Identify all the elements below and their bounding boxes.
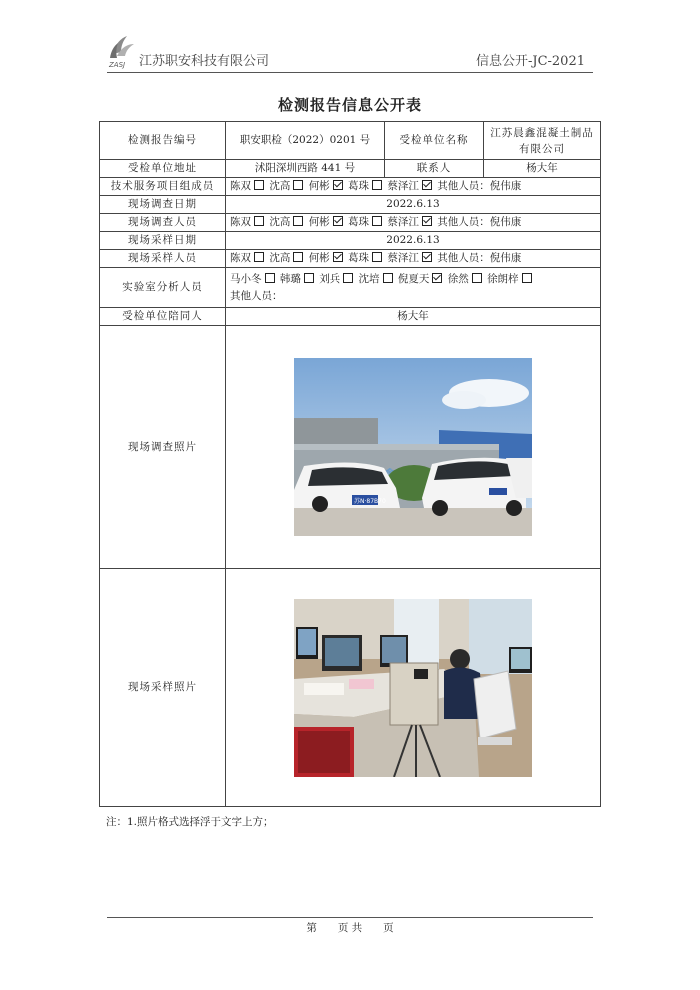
member-checkbox[interactable] (333, 252, 343, 262)
others-value: 倪伟康 (489, 216, 522, 228)
member-checkbox[interactable] (254, 180, 264, 190)
sampling-photo-label: 现场采样照片 (100, 569, 226, 807)
member-checkbox[interactable] (522, 273, 532, 283)
member-name: 葛珠 (348, 252, 370, 264)
member-checkbox[interactable] (372, 216, 382, 226)
member-name: 何彬 (308, 252, 330, 264)
member-name: 何彬 (308, 216, 330, 228)
sampling-date-label: 现场采样日期 (100, 232, 226, 250)
company-logo (107, 32, 137, 70)
report-no-value: 职安职检（2022）0201 号 (226, 122, 385, 160)
table-row (100, 178, 601, 196)
member-name: 沈高 (269, 252, 291, 264)
sampling-photo-cell (226, 569, 601, 807)
member-name: 徐然 (447, 272, 469, 285)
survey-photo-label: 现场调查照片 (100, 326, 226, 569)
survey-date-value: 2022.6.13 (226, 196, 601, 214)
member-name: 何彬 (308, 180, 330, 192)
member-name: 蔡泽江 (387, 216, 419, 228)
member-checkbox[interactable] (293, 252, 303, 262)
sampling-date-value: 2022.6.13 (226, 232, 601, 250)
sampling-photo (294, 599, 532, 777)
contact-value: 杨大年 (484, 160, 601, 178)
member-checkbox[interactable] (265, 273, 275, 283)
member-name: 蔡泽江 (387, 180, 419, 192)
svg-text:ZASJ: ZASJ (109, 61, 126, 69)
member-name: 沈高 (269, 180, 291, 192)
member-checkbox[interactable] (422, 180, 432, 190)
report-table (99, 121, 601, 807)
plate-text: 苏N·87B70 (354, 498, 386, 505)
escort-value: 杨大年 (226, 308, 601, 326)
document-number: 信息公开-JC-2021 (475, 54, 585, 69)
member-checkbox[interactable] (432, 273, 442, 283)
table-row (100, 569, 601, 807)
unit-name-value: 江苏晨鑫混凝土制品有限公司 (484, 122, 601, 160)
address-label: 受检单位地址 (100, 160, 226, 178)
footer-rule (107, 917, 593, 918)
others-value: 倪伟康 (489, 180, 522, 192)
member-checkbox[interactable] (383, 273, 393, 283)
member-name: 倪夏天 (397, 272, 430, 285)
member-checkbox[interactable] (333, 216, 343, 226)
member-name: 陈双 (230, 180, 251, 192)
table-row (100, 308, 601, 326)
member-checkbox[interactable] (472, 273, 482, 283)
member-checkbox[interactable] (343, 273, 353, 283)
member-name: 刘兵 (319, 272, 341, 285)
table-row (100, 232, 601, 250)
member-checkbox[interactable] (254, 216, 264, 226)
sampling-staff-members (226, 250, 601, 268)
member-checkbox[interactable] (422, 216, 432, 226)
member-name: 蔡泽江 (387, 252, 419, 264)
member-name: 沈高 (269, 216, 291, 228)
member-checkbox[interactable] (293, 216, 303, 226)
table-row (100, 326, 601, 569)
member-checkbox[interactable] (372, 252, 382, 262)
table-row (100, 214, 601, 232)
member-checkbox[interactable] (333, 180, 343, 190)
others-label: 其他人员： (437, 180, 490, 192)
survey-date-label: 现场调查日期 (100, 196, 226, 214)
escort-label: 受检单位陪同人 (100, 308, 226, 326)
survey-photo (294, 358, 532, 536)
team-label: 技术服务项目组成员 (100, 178, 226, 196)
others-value: 倪伟康 (489, 252, 522, 264)
member-checkbox[interactable] (422, 252, 432, 262)
footnote: 注：1.照片格式选择浮于文字上方； (106, 816, 274, 828)
page-number: 第 页 共 页 (306, 922, 394, 934)
member-name: 韩璐 (279, 272, 301, 285)
member-name: 陈双 (230, 252, 251, 264)
member-name: 葛珠 (348, 216, 370, 228)
survey-staff-members (226, 214, 601, 232)
lab-label: 实验室分析人员 (100, 268, 226, 308)
member-name: 葛珠 (348, 180, 370, 192)
member-checkbox[interactable] (293, 180, 303, 190)
lab-members (226, 268, 601, 308)
member-name: 陈双 (230, 216, 251, 228)
member-checkbox[interactable] (372, 180, 382, 190)
member-name: 沈培 (358, 272, 380, 285)
report-no-label: 检测报告编号 (100, 122, 226, 160)
others-label: 其他人员： (437, 216, 490, 228)
sampling-staff-label: 现场采样人员 (100, 250, 226, 268)
table-row (100, 160, 601, 178)
survey-photo-cell (226, 326, 601, 569)
others-label: 其他人员： (230, 289, 283, 302)
page-title: 检测报告信息公开表 (277, 96, 422, 114)
unit-name-label: 受检单位名称 (385, 122, 484, 160)
member-checkbox[interactable] (254, 252, 264, 262)
address-value: 沭阳深圳西路 441 号 (226, 160, 385, 178)
others-label: 其他人员： (437, 252, 490, 264)
table-row (100, 122, 601, 160)
company-name: 江苏职安科技有限公司 (139, 54, 270, 69)
member-checkbox[interactable] (304, 273, 314, 283)
member-name: 徐朗梓 (487, 272, 519, 285)
team-members (226, 178, 601, 196)
table-row (100, 250, 601, 268)
page-header (107, 30, 593, 73)
table-row (100, 268, 601, 308)
table-row (100, 196, 601, 214)
contact-label: 联系人 (385, 160, 484, 178)
member-name: 马小冬 (230, 272, 262, 285)
survey-staff-label: 现场调查人员 (100, 214, 226, 232)
